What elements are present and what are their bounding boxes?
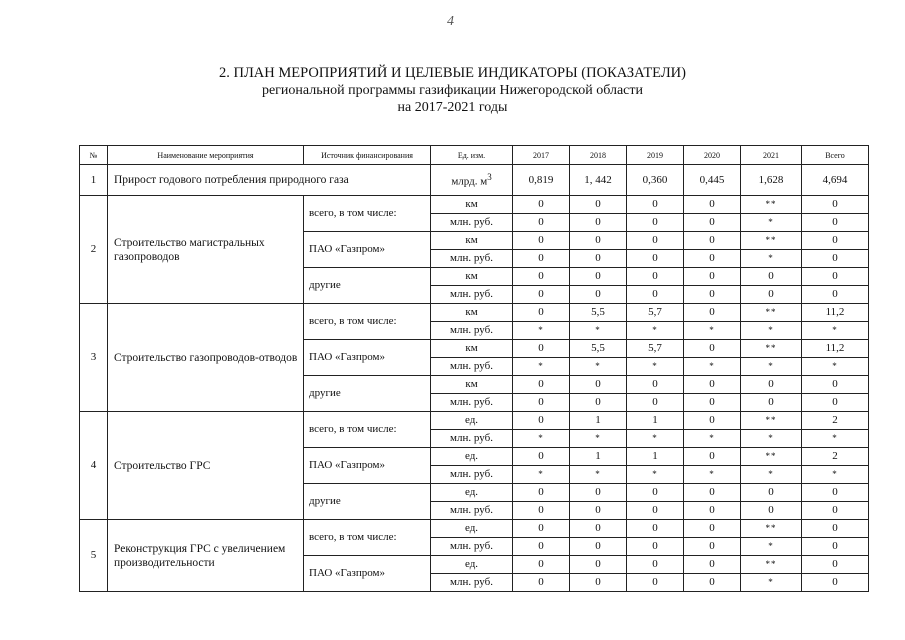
table-row xyxy=(80,165,869,196)
title-line-1: 2. ПЛАН МЕРОПРИЯТИЙ И ЦЕЛЕВЫЕ ИНДИКАТОРЫ (ПОКАЗАТЕЛИ) xyxy=(219,65,686,81)
funding-source: всего, в том числе: xyxy=(304,304,431,340)
value-cell: * xyxy=(513,466,570,484)
value-cell: * xyxy=(741,214,802,232)
value-cell: * xyxy=(741,538,802,556)
value-cell: 0 xyxy=(570,556,627,574)
funding-source: другие xyxy=(304,268,431,304)
value-cell: ** xyxy=(741,520,802,538)
value-cell: 0 xyxy=(627,268,684,286)
value-cell: 0 xyxy=(513,232,570,250)
value-cell: 0 xyxy=(513,340,570,358)
value-cell: 0 xyxy=(802,214,869,232)
row-number: 3 xyxy=(80,304,108,412)
value-cell: ** xyxy=(741,232,802,250)
value-cell: 0 xyxy=(513,484,570,502)
value-cell: 0 xyxy=(802,268,869,286)
value-cell: * xyxy=(741,574,802,592)
value-cell: 0 xyxy=(627,556,684,574)
value-cell: 11,2 xyxy=(802,340,869,358)
funding-source: ПАО «Газпром» xyxy=(304,232,431,268)
header-cell: 2018 xyxy=(570,146,627,165)
document-title xyxy=(0,65,905,116)
unit-cell: ед. xyxy=(431,448,513,466)
value-cell: ** xyxy=(741,556,802,574)
funding-source: ПАО «Газпром» xyxy=(304,340,431,376)
value-cell: ** xyxy=(741,412,802,430)
unit-cell: млн. руб. xyxy=(431,286,513,304)
value-cell: 1 xyxy=(627,412,684,430)
value-cell: 0,819 xyxy=(513,165,570,196)
value-cell: 0 xyxy=(802,538,869,556)
table-header-row xyxy=(80,146,869,165)
value-cell: * xyxy=(741,466,802,484)
unit-cell xyxy=(431,165,513,196)
value-cell: 0,360 xyxy=(627,165,684,196)
value-cell: 2 xyxy=(802,448,869,466)
value-cell: 0 xyxy=(513,538,570,556)
header-cell: Всего xyxy=(802,146,869,165)
value-cell: * xyxy=(627,322,684,340)
value-cell: 0 xyxy=(802,484,869,502)
value-cell: 0 xyxy=(513,304,570,322)
value-cell: 0 xyxy=(684,520,741,538)
value-cell: 5,5 xyxy=(570,340,627,358)
plan-table xyxy=(79,145,869,592)
value-cell: * xyxy=(627,466,684,484)
value-cell: 0 xyxy=(802,232,869,250)
value-cell: 0 xyxy=(802,196,869,214)
value-cell: 0 xyxy=(684,340,741,358)
value-cell: 0 xyxy=(570,394,627,412)
activity-name: Прирост годового потребления природного газа xyxy=(108,165,431,196)
table-row xyxy=(80,196,869,214)
value-cell: 5,7 xyxy=(627,340,684,358)
value-cell: * xyxy=(513,430,570,448)
value-cell: * xyxy=(802,466,869,484)
value-cell: 1,628 xyxy=(741,165,802,196)
value-cell: 0 xyxy=(684,232,741,250)
value-cell: 0 xyxy=(684,538,741,556)
value-cell: * xyxy=(627,358,684,376)
value-cell: ** xyxy=(741,340,802,358)
value-cell: 0 xyxy=(627,484,684,502)
value-cell: 0 xyxy=(741,502,802,520)
value-cell: 0 xyxy=(570,196,627,214)
value-cell: 0 xyxy=(570,502,627,520)
table-row xyxy=(80,520,869,538)
value-cell: 0 xyxy=(684,376,741,394)
value-cell: 0 xyxy=(570,538,627,556)
value-cell: 0 xyxy=(570,574,627,592)
value-cell: 0 xyxy=(684,268,741,286)
unit-cell: ед. xyxy=(431,556,513,574)
unit-cell: ед. xyxy=(431,412,513,430)
header-cell: № xyxy=(80,146,108,165)
value-cell: 0 xyxy=(627,502,684,520)
value-cell: 0,445 xyxy=(684,165,741,196)
value-cell: 1 xyxy=(627,448,684,466)
title-line-2: региональной программы газификации Нижегородской области xyxy=(261,83,644,98)
value-cell: * xyxy=(684,358,741,376)
value-cell: 5,7 xyxy=(627,304,684,322)
value-cell: * xyxy=(570,466,627,484)
value-cell: * xyxy=(570,430,627,448)
value-cell: 2 xyxy=(802,412,869,430)
value-cell: 0 xyxy=(627,286,684,304)
value-cell: 0 xyxy=(570,214,627,232)
value-cell: 0 xyxy=(684,502,741,520)
unit-cell: млн. руб. xyxy=(431,538,513,556)
page-number: 4 xyxy=(447,14,454,29)
value-cell: 0 xyxy=(802,376,869,394)
unit-superscript: 3 xyxy=(487,172,492,183)
value-cell: 5,5 xyxy=(570,304,627,322)
unit-cell: км xyxy=(431,304,513,322)
value-cell: 0 xyxy=(570,376,627,394)
value-cell: 0 xyxy=(802,286,869,304)
value-cell: * xyxy=(684,430,741,448)
value-cell: * xyxy=(513,322,570,340)
unit-cell: млн. руб. xyxy=(431,466,513,484)
value-cell: 1 xyxy=(570,412,627,430)
funding-source: всего, в том числе: xyxy=(304,196,431,232)
activity-name: Строительство магистральных газопроводов xyxy=(108,196,304,304)
value-cell: 0 xyxy=(802,250,869,268)
value-cell: 0 xyxy=(513,196,570,214)
value-cell: ** xyxy=(741,304,802,322)
value-cell: 0 xyxy=(513,394,570,412)
value-cell: 0 xyxy=(627,214,684,232)
value-cell: 0 xyxy=(802,574,869,592)
value-cell: 0 xyxy=(627,574,684,592)
value-cell: * xyxy=(570,322,627,340)
value-cell: 0 xyxy=(627,538,684,556)
unit-cell: км xyxy=(431,268,513,286)
unit-cell: млн. руб. xyxy=(431,250,513,268)
value-cell: 0 xyxy=(684,196,741,214)
value-cell: 0 xyxy=(684,448,741,466)
value-cell: 0 xyxy=(684,394,741,412)
value-cell: 0 xyxy=(570,268,627,286)
unit-cell: млн. руб. xyxy=(431,574,513,592)
value-cell: 0 xyxy=(684,304,741,322)
value-cell: * xyxy=(802,430,869,448)
value-cell: ** xyxy=(741,196,802,214)
header-cell: 2019 xyxy=(627,146,684,165)
value-cell: 11,2 xyxy=(802,304,869,322)
value-cell: * xyxy=(570,358,627,376)
value-cell: 0 xyxy=(513,214,570,232)
value-cell: 0 xyxy=(513,376,570,394)
value-cell: 0 xyxy=(684,286,741,304)
value-cell: 0 xyxy=(513,520,570,538)
header-cell: 2017 xyxy=(513,146,570,165)
title-line-3: на 2017-2021 годы xyxy=(397,100,508,115)
value-cell: 0 xyxy=(802,520,869,538)
funding-source: другие xyxy=(304,376,431,412)
value-cell: 0 xyxy=(741,376,802,394)
value-cell: * xyxy=(684,466,741,484)
value-cell: * xyxy=(802,358,869,376)
table-row xyxy=(80,412,869,430)
header-cell: 2021 xyxy=(741,146,802,165)
funding-source: всего, в том числе: xyxy=(304,412,431,448)
value-cell: 0 xyxy=(802,556,869,574)
funding-source: ПАО «Газпром» xyxy=(304,556,431,592)
funding-source: другие xyxy=(304,484,431,520)
row-number: 5 xyxy=(80,520,108,592)
value-cell: 0 xyxy=(741,394,802,412)
row-number: 2 xyxy=(80,196,108,304)
header-cell: 2020 xyxy=(684,146,741,165)
value-cell: * xyxy=(627,430,684,448)
value-cell: 0 xyxy=(741,268,802,286)
value-cell: 0 xyxy=(627,376,684,394)
value-cell: 0 xyxy=(627,394,684,412)
table-row xyxy=(80,304,869,322)
unit-cell: км xyxy=(431,376,513,394)
value-cell: 0 xyxy=(684,556,741,574)
value-cell: 0 xyxy=(513,286,570,304)
activity-name: Строительство газопроводов-отводов xyxy=(108,304,304,412)
unit-cell: млн. руб. xyxy=(431,394,513,412)
value-cell: 0 xyxy=(513,502,570,520)
unit-cell: км xyxy=(431,196,513,214)
value-cell: 0 xyxy=(802,394,869,412)
value-cell: 0 xyxy=(684,574,741,592)
value-cell: 0 xyxy=(627,232,684,250)
value-cell: 4,694 xyxy=(802,165,869,196)
value-cell: 0 xyxy=(802,502,869,520)
value-cell: 0 xyxy=(513,250,570,268)
value-cell: * xyxy=(741,322,802,340)
value-cell: 0 xyxy=(741,484,802,502)
header-cell: Ед. изм. xyxy=(431,146,513,165)
value-cell: 1 xyxy=(570,448,627,466)
unit-cell: млн. руб. xyxy=(431,430,513,448)
value-cell: 0 xyxy=(684,214,741,232)
funding-source: ПАО «Газпром» xyxy=(304,448,431,484)
value-cell: 0 xyxy=(570,232,627,250)
value-cell: 0 xyxy=(684,412,741,430)
value-cell: * xyxy=(684,322,741,340)
row-number: 4 xyxy=(80,412,108,520)
value-cell: 0 xyxy=(684,250,741,268)
unit-cell: км xyxy=(431,232,513,250)
value-cell: 0 xyxy=(627,250,684,268)
value-cell: * xyxy=(802,322,869,340)
unit-cell: ед. xyxy=(431,520,513,538)
value-cell: 0 xyxy=(627,196,684,214)
value-cell: 0 xyxy=(570,250,627,268)
value-cell: 0 xyxy=(570,484,627,502)
value-cell: 0 xyxy=(513,574,570,592)
unit-cell: ед. xyxy=(431,484,513,502)
unit-cell: млн. руб. xyxy=(431,502,513,520)
value-cell: 0 xyxy=(741,286,802,304)
value-cell: 0 xyxy=(513,448,570,466)
header-cell: Источник финансирования xyxy=(304,146,431,165)
unit-cell: млн. руб. xyxy=(431,214,513,232)
value-cell: * xyxy=(741,250,802,268)
value-cell: * xyxy=(741,430,802,448)
value-cell: 0 xyxy=(627,520,684,538)
value-cell: 0 xyxy=(513,556,570,574)
value-cell: * xyxy=(741,358,802,376)
value-cell: ** xyxy=(741,448,802,466)
funding-source: всего, в том числе: xyxy=(304,520,431,556)
value-cell: 0 xyxy=(684,484,741,502)
value-cell: 0 xyxy=(570,520,627,538)
unit-cell: млн. руб. xyxy=(431,358,513,376)
header-cell: Наименование мероприятия xyxy=(108,146,304,165)
unit-cell: км xyxy=(431,340,513,358)
value-cell: 0 xyxy=(513,268,570,286)
value-cell: 1, 442 xyxy=(570,165,627,196)
value-cell: * xyxy=(513,358,570,376)
activity-name: Реконструкция ГРС с увеличением производительности xyxy=(108,520,304,592)
unit-cell: млн. руб. xyxy=(431,322,513,340)
value-cell: 0 xyxy=(570,286,627,304)
activity-name: Строительство ГРС xyxy=(108,412,304,520)
row-number: 1 xyxy=(80,165,108,196)
unit-text: млрд. м xyxy=(451,175,488,188)
value-cell: 0 xyxy=(513,412,570,430)
